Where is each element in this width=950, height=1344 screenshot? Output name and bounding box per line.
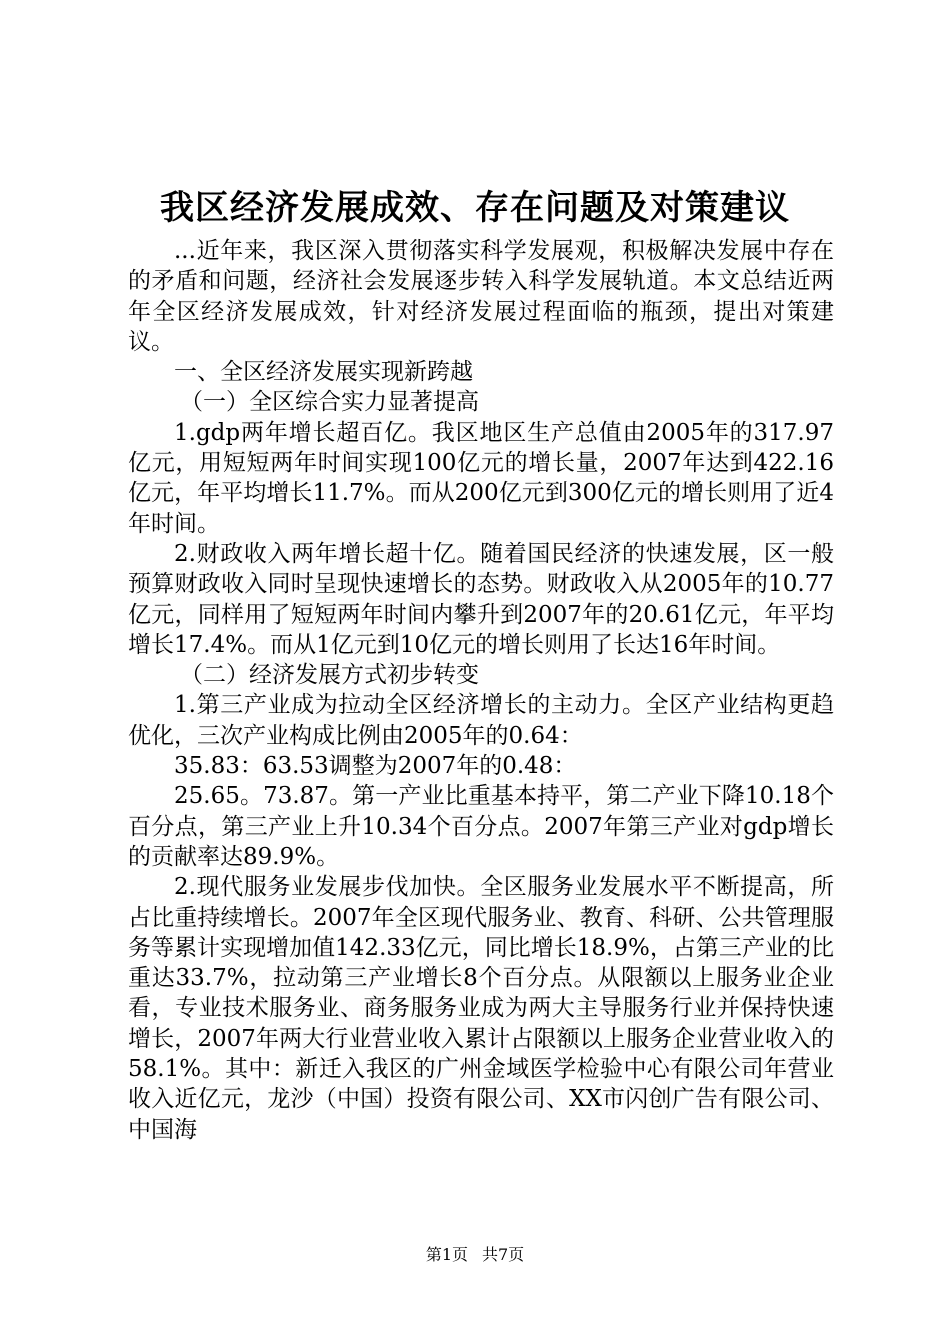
page-total: 共7页 <box>482 1245 525 1264</box>
paragraph: 1.gdp两年增长超百亿。我区地区生产总值由2005年的317.97亿元，用短短两年时间实现100亿元的增长量，2007年达到422.16亿元，年平均增长11.7%。而从200亿元到300亿元的增长则用了近4年时间。 <box>128 419 834 537</box>
page-number: 第1页 <box>425 1245 468 1264</box>
document-title: 我区经济发展成效、存在问题及对策建议 <box>160 188 790 228</box>
page-footer <box>0 1244 950 1266</box>
paragraph: 1.第三产业成为拉动全区经济增长的主动力。全区产业结构更趋优化，三次产业构成比例由2005年的0.64： <box>128 692 834 749</box>
intro-paragraph: ...近年来，我区深入贯彻落实科学发展观，积极解决发展中存在的矛盾和问题，经济社会发展逐步转入科学发展轨道。本文总结近两年全区经济发展成效，针对经济发展过程面临的瓶颈，提出对策建议。 <box>128 238 834 355</box>
subsection-heading: （一）全区综合实力显著提高 <box>180 389 479 416</box>
section-heading: 一、全区经济发展实现新跨越 <box>174 359 473 386</box>
paragraph: 2.现代服务业发展步伐加快。全区服务业发展水平不断提高，所占比重持续增长。2007年全区现代服务业、教育、科研、公共管理服务等累计实现增加值142.33亿元，同比增长18.9%，占第三产业的比重达33.7%，拉动第三产业增长8个百分点。从限额以上服务业企业看，专业技术服务业、商务服务业成为两大主导服务行业并保持快速增长，2007年两大行业营业收入累计占限额以上服务企业营业收入的58.1%。其中：新迁入我区的广州金域医学检验中心有限公司年营业收入近亿元，龙沙（中国）投资有限公司、XX市闪创广告有限公司、中国海 <box>128 874 834 1143</box>
paragraph: 2.财政收入两年增长超十亿。随着国民经济的快速发展，区一般预算财政收入同时呈现快速增长的态势。财政收入从2005年的10.77亿元，同样用了短短两年时间内攀升到2007年的20.61亿元，年平均增长17.4%。而从1亿元到10亿元的增长则用了长达16年时间。 <box>128 540 834 658</box>
document-body <box>128 236 834 1145</box>
paragraph: 25.65。73.87。第一产业比重基本持平，第二产业下降10.18个百分点，第三产业上升10.34个百分点。2007年第三产业对gdp增长的贡献率达89.9%。 <box>128 783 834 870</box>
paragraph: 35.83：63.53调整为2007年的0.48： <box>174 753 577 780</box>
subsection-heading: （二）经济发展方式初步转变 <box>180 662 479 689</box>
